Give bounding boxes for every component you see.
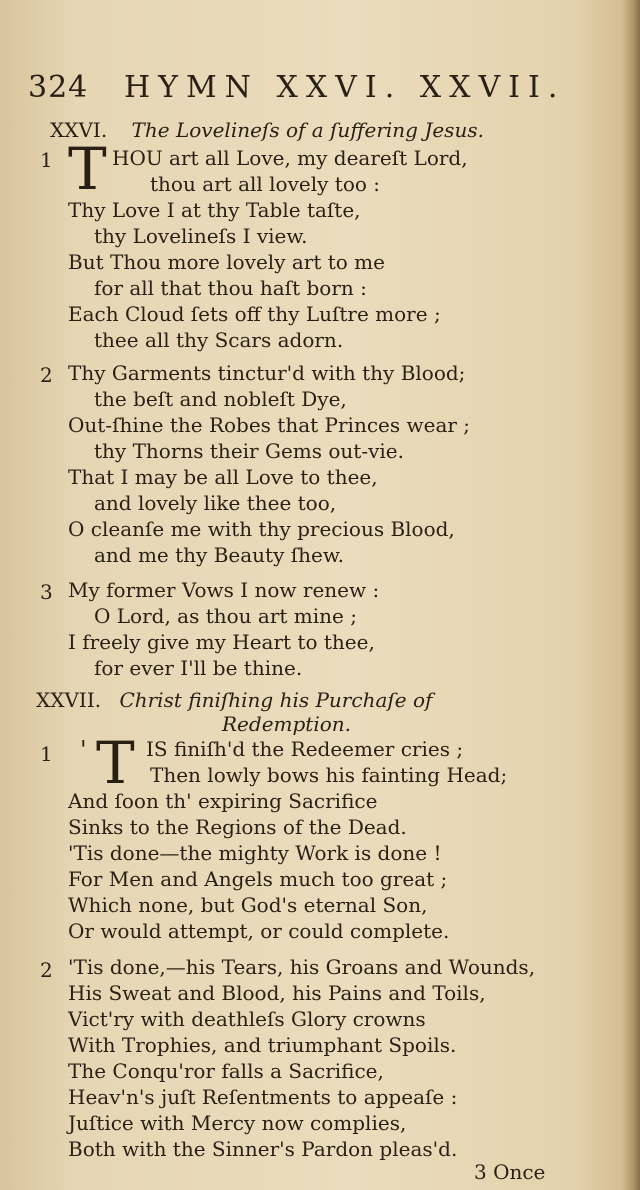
running-title: HYMN XXVI. XXVII. [124, 70, 566, 105]
verse-line: thee all thy Scars adorn. [94, 328, 344, 352]
hymn-27-number: XXVII. [36, 688, 102, 712]
verse-line: And ſoon th' expiring Sacrifice [68, 789, 378, 813]
hymn-27-title-line2: Redemption. [222, 712, 352, 736]
hymn-27-title-line1: Christ finiſhing his Purchaſe of [119, 688, 433, 712]
verse-line: That I may be all Love to thee, [68, 465, 378, 489]
page-number: 324 [28, 70, 89, 105]
hymn-27-heading [36, 688, 432, 712]
stanza-number: 1 [40, 742, 53, 766]
verse-line: With Trophies, and triumphant Spoils. [68, 1033, 457, 1057]
verse-line: thy Thorns their Gems out-vie. [94, 439, 404, 463]
verse-line: But Thou more lovely art to me [68, 250, 385, 274]
verse-line: for ever I'll be thine. [94, 656, 303, 680]
verse-line: Heav'n's juſt Reſentments to appeaſe : [68, 1085, 458, 1109]
verse-line: Which none, but God's eternal Son, [68, 893, 428, 917]
hymn-27-title-continued [222, 712, 351, 736]
verse-line: Thy Garments tinctur'd with thy Blood; [68, 361, 466, 385]
hymn-26-number: XXVI. [50, 118, 108, 142]
verse-line: O Lord, as thou art mine ; [94, 604, 357, 628]
drop-cap: T [68, 135, 107, 203]
verse-line: and me thy Beauty ſhew. [94, 543, 344, 567]
running-head [28, 70, 588, 110]
stanza-number: 2 [40, 958, 53, 982]
drop-cap: T [96, 729, 135, 797]
apostrophe-mark: ' [80, 736, 87, 764]
verse-line: thou art all lovely too : [150, 172, 380, 196]
verse-line: for all that thou haſt born : [94, 276, 367, 300]
verse-line: thy Lovelineſs I view. [94, 224, 308, 248]
page-edge [622, 0, 640, 1190]
stanza-number: 3 [40, 580, 53, 604]
hymn-26-heading [50, 118, 484, 142]
verse-line: Both with the Sinner's Pardon pleas'd. [68, 1137, 458, 1161]
verse-line: Sinks to the Regions of the Dead. [68, 815, 407, 839]
verse-line: His Sweat and Blood, his Pains and Toils, [68, 981, 486, 1005]
hymn-26-title: The Lovelineſs of a ſuffering Jesus. [131, 118, 484, 142]
verse-line: The Conqu'ror falls a Sacrifice, [68, 1059, 384, 1083]
verse-line: 'Tis done,—his Tears, his Groans and Wounds, [68, 955, 536, 979]
verse-line: IS finiſh'd the Redeemer cries ; [146, 737, 464, 761]
verse-line: and lovely like thee too, [94, 491, 337, 515]
verse-line: Juſtice with Mercy now complies, [68, 1111, 407, 1135]
verse-line: the beſt and nobleſt Dye, [94, 387, 347, 411]
verse-line: My former Vows I now renew : [68, 578, 380, 602]
stanza-number: 1 [40, 148, 53, 172]
catchword: 3 Once [474, 1160, 546, 1184]
verse-line: 'Tis done—the mighty Work is done ! [68, 841, 442, 865]
verse-line: Each Cloud ſets off thy Luſtre more ; [68, 302, 441, 326]
verse-line: I freely give my Heart to thee, [68, 630, 375, 654]
stanza-number: 2 [40, 363, 53, 387]
verse-line: Out-ſhine the Robes that Princes wear ; [68, 413, 471, 437]
verse-line: O cleanſe me with thy precious Blood, [68, 517, 455, 541]
verse-line: Or would attempt, or could complete. [68, 919, 450, 943]
verse-line: HOU art all Love, my deareſt Lord, [112, 146, 468, 170]
verse-line: Vict'ry with deathleſs Glory crowns [68, 1007, 426, 1031]
verse-line: Thy Love I at thy Table taſte, [68, 198, 361, 222]
verse-line: Then lowly bows his fainting Head; [150, 763, 508, 787]
verse-line: For Men and Angels much too great ; [68, 867, 448, 891]
